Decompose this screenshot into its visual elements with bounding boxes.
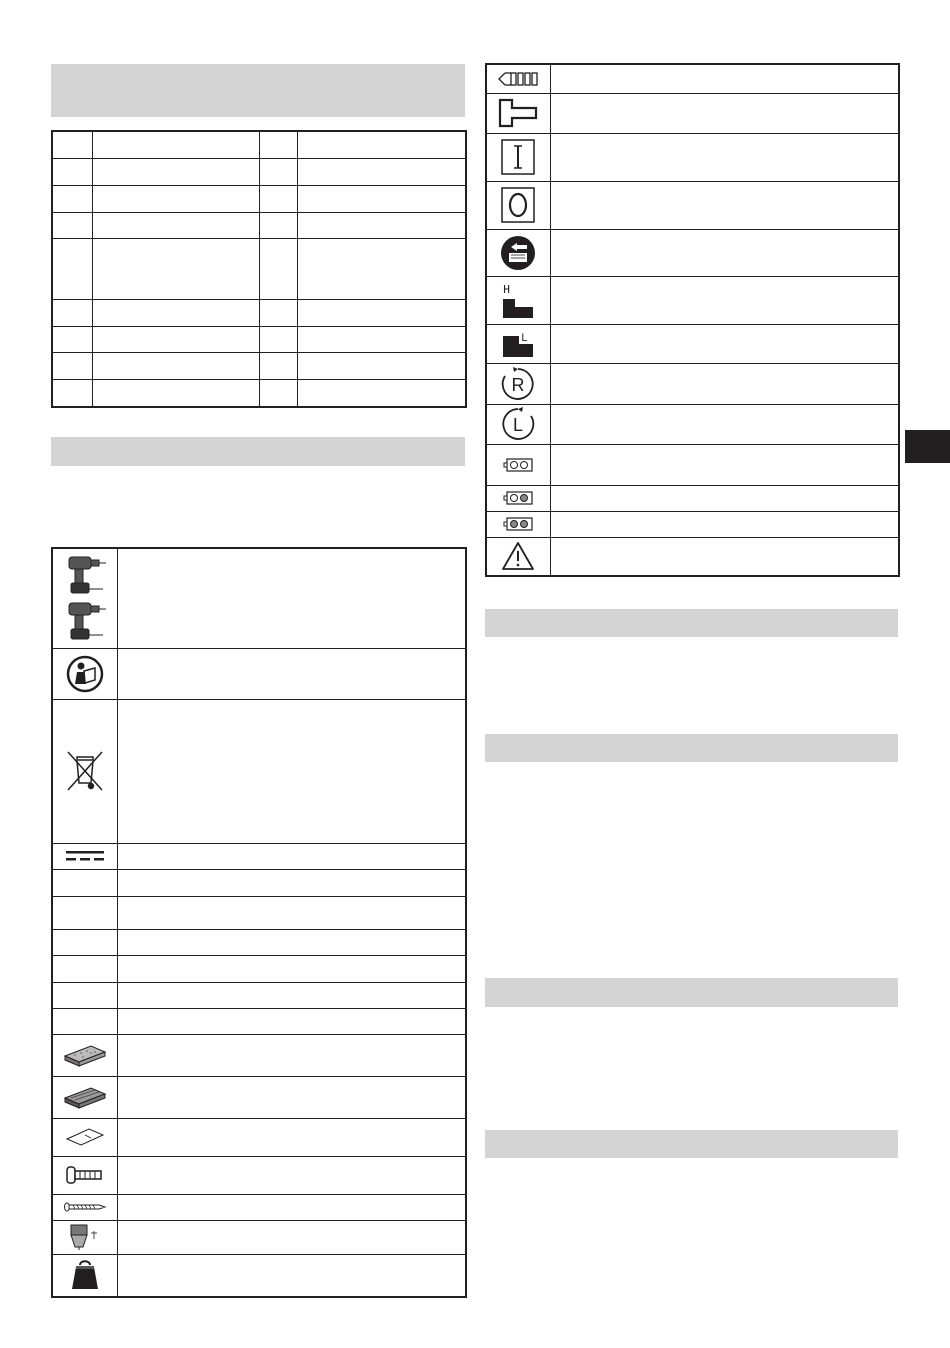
table-row [52, 1118, 466, 1156]
symbol-description [117, 1034, 466, 1076]
rotation-right-icon [486, 363, 550, 404]
symbol-description [117, 1118, 466, 1156]
machine-bolt-icon [52, 1156, 117, 1194]
symbol-description [117, 896, 466, 929]
table-row [486, 324, 899, 363]
svg-text:R: R [511, 374, 525, 395]
symbol-description [550, 229, 899, 276]
section-band [485, 978, 898, 1007]
speed-indicator-icon [486, 64, 550, 93]
wood-screw-icon [52, 1194, 117, 1220]
table-row [52, 982, 466, 1008]
table-row [52, 843, 466, 869]
crossed-out-wheeled-bin-icon [52, 699, 117, 843]
table-row [52, 185, 466, 212]
low-speed-gear-icon [486, 324, 550, 363]
battery-indicator-full-icon [486, 511, 550, 537]
table-row [52, 1254, 466, 1297]
table-row [52, 1194, 466, 1220]
table-row [52, 131, 466, 158]
table-row [52, 1220, 466, 1254]
symbol-description [550, 324, 899, 363]
section-band [485, 609, 898, 637]
symbol-description [117, 1194, 466, 1220]
switch-on-icon [486, 133, 550, 181]
table-row [486, 181, 899, 229]
section-band [485, 734, 898, 762]
table-row [486, 64, 899, 93]
table-row [52, 158, 466, 185]
table-row [52, 699, 466, 843]
drill-chuck-icon [52, 1220, 117, 1254]
symbol-description [117, 929, 466, 955]
symbol-description [550, 133, 899, 181]
symbol-description [117, 1254, 466, 1297]
table-row [52, 869, 466, 896]
read-manual-icon [52, 648, 117, 699]
table-row [52, 212, 466, 238]
symbol-description [550, 64, 899, 93]
table-row [486, 363, 899, 404]
softwood-board-icon [52, 1034, 117, 1076]
symbol-description [117, 1156, 466, 1194]
direct-current-icon [52, 843, 117, 869]
hammer-mode-icon [486, 93, 550, 133]
symbol-description [117, 548, 466, 648]
symbol-cell [52, 869, 117, 896]
warning-triangle-icon [486, 537, 550, 576]
drill-driver-illustration-icon [52, 548, 117, 648]
symbol-description [550, 537, 899, 576]
table-row [52, 929, 466, 955]
symbol-description [117, 699, 466, 843]
battery-indicator-empty-icon [486, 444, 550, 485]
symbol-description [117, 1220, 466, 1254]
symbol-description [550, 363, 899, 404]
table-row [486, 276, 899, 324]
svg-text:L: L [521, 332, 528, 345]
table-row [486, 444, 899, 485]
table-row [52, 379, 466, 407]
symbol-description [117, 648, 466, 699]
table-row [52, 352, 466, 379]
symbol-cell [52, 896, 117, 929]
table-row [52, 1008, 466, 1034]
symbol-description [550, 404, 899, 444]
symbol-cell [52, 1008, 117, 1034]
symbol-description [117, 1008, 466, 1034]
parts-table [51, 130, 467, 408]
table-row [52, 299, 466, 326]
table-row [52, 326, 466, 352]
symbols-table-left [51, 547, 467, 1298]
table-row [486, 229, 899, 276]
symbol-description [117, 982, 466, 1008]
symbol-cell [52, 982, 117, 1008]
language-side-tab [905, 430, 950, 463]
table-row [52, 896, 466, 929]
table-row [52, 1156, 466, 1194]
table-row [486, 404, 899, 444]
symbol-cell [52, 929, 117, 955]
section-band [485, 1130, 898, 1158]
table-row [52, 238, 466, 299]
table-row [52, 955, 466, 982]
table-row [52, 548, 466, 648]
table-row [486, 485, 899, 511]
symbol-description [550, 485, 899, 511]
table-row [486, 93, 899, 133]
hardwood-board-icon [52, 1076, 117, 1118]
symbol-description [550, 444, 899, 485]
table-row [486, 511, 899, 537]
symbols-table-right [485, 63, 900, 577]
high-speed-gear-icon [486, 276, 550, 324]
symbol-description [550, 511, 899, 537]
section-band-symbols [51, 437, 465, 466]
symbol-cell [52, 955, 117, 982]
symbol-description [550, 276, 899, 324]
thin-sheet-icon [52, 1118, 117, 1156]
rotation-left-icon [486, 404, 550, 444]
symbol-description [550, 93, 899, 133]
table-row [486, 133, 899, 181]
section-header-band [51, 64, 465, 117]
symbol-description [117, 869, 466, 896]
battery-indicator-half-icon [486, 485, 550, 511]
svg-text:L: L [513, 415, 524, 435]
table-row [486, 537, 899, 576]
table-row [52, 648, 466, 699]
symbol-description [117, 843, 466, 869]
table-row [52, 1034, 466, 1076]
remove-battery-icon [486, 229, 550, 276]
weight-icon [52, 1254, 117, 1297]
symbol-description [550, 181, 899, 229]
symbol-description [117, 1076, 466, 1118]
table-row [52, 1076, 466, 1118]
svg-text:H: H [503, 283, 511, 297]
switch-off-icon [486, 181, 550, 229]
symbol-description [117, 955, 466, 982]
